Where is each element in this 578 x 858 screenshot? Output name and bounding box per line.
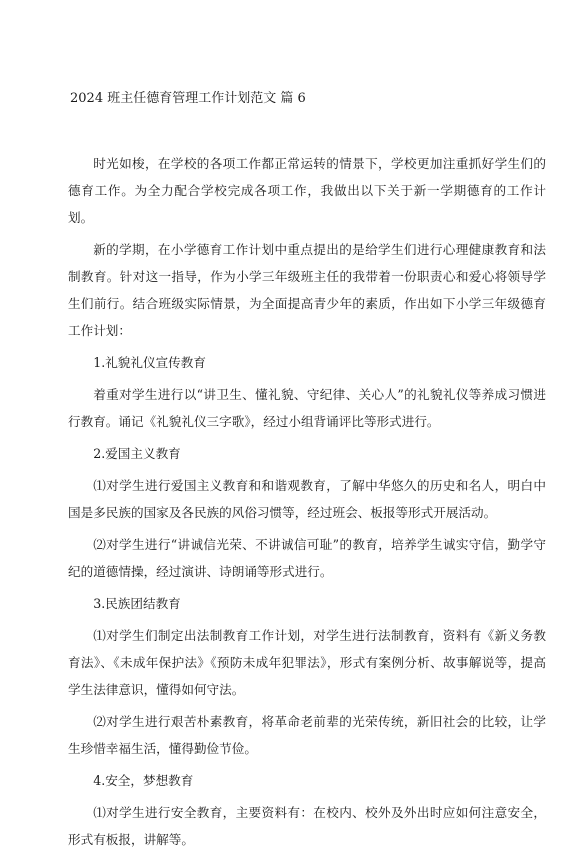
paragraph-patriotism-1: ⑴对学生进行爱国主义教育和和谐观教育，了解中华悠久的历史和名人，明白中国是多民族的国家及各民族的风俗习惯等，经过班会、板报等形式开展活动。 [68, 478, 546, 520]
paragraph-patriotism-2: ⑵对学生进行“讲诚信光荣、不讲诚信可耻”的教育，培养学生诚实守信，勤学守纪的道德情操，经过演讲、诗朗诵等形式进行。 [68, 537, 546, 579]
paragraph-unity-2: ⑵对学生进行艰苦朴素教育，将革命老前辈的光荣传统，新旧社会的比较，让学生珍惜幸福生活，懂得勤俭节俭。 [68, 714, 546, 756]
document-body [68, 150, 546, 858]
section-heading-etiquette: 1.礼貌礼仪宣传教育 [93, 355, 206, 370]
section-heading-safety: 4.安全，梦想教育 [93, 773, 194, 788]
paragraph-unity-1: ⑴对学生们制定出法制教育工作计划，对学生进行法制教育，资料有《新义务教育法》、《未成年保护法》《预防未成年犯罪法》，形式有案例分析、故事解说等，提高学生法律意识，懂得如何守法。 [68, 628, 546, 697]
paragraph-intro: 时光如梭，在学校的各项工作都正常运转的情景下，学校更加注重抓好学生们的德育工作。为全力配合学校完成各项工作，我做出以下关于新一学期德育的工作计划。 [68, 156, 546, 225]
paragraph-safety-1: ⑴对学生进行安全教育，主要资料有：在校内、校外及外出时应如何注意安全，形式有板报，讲解等。 [68, 805, 546, 847]
section-heading-patriotism: 2.爱国主义教育 [93, 446, 181, 461]
document-title: 2024 班主任德育管理工作计划范文 篇 6 [70, 91, 306, 106]
paragraph-plan-overview: 新的学期，在小学德育工作计划中重点提出的是给学生们进行心理健康教育和法制教育。针对这一指导，作为小学三年级班主任的我带着一份职责心和爱心将领导学生们前行。结合班级实际情景，为全面提高青少年的素质，作出如下小学三年级德育工作计划： [68, 242, 546, 338]
paragraph-etiquette: 着重对学生进行以“讲卫生、懂礼貌、守纪律、关心人”的礼貌礼仪等养成习惯进行教育。诵记《礼貌礼仪三字歌》，经过小组背诵评比等形式进行。 [68, 387, 546, 429]
section-heading-unity: 3.民族团结教育 [93, 596, 181, 611]
